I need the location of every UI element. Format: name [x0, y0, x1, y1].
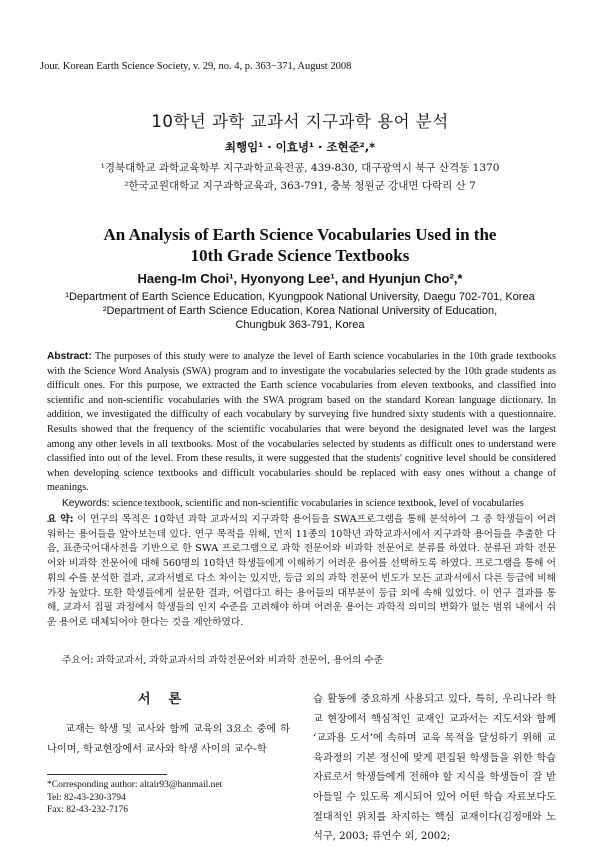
korean-summary-label: 요 약: — [47, 514, 74, 525]
footnote-tel: Tel: 82-43-230-3794 — [47, 792, 126, 803]
korean-summary-text: 이 연구의 목적은 10학년 과학 교과서의 지구과학 용어들을 SWA프로그램을 통해 분석하여 그 중 학생들이 어려워하는 용어들을 알아보는데 있다. 연구 목적을 위해, 먼저 11종의 10학년 과학교과서에서 지구과학 용어들을 추출한 다음, 표준국어대사전을 기반으로 한 SWA 프로그램으로 과학 전문어와 비과학 전문어로 분류를 하였다. 분류된 과학 전문어와 비과학 전문어에 대해 560명의 10학년 학생들에게 이해하기 어려운 용어를 선택하도록 하였다. 프로그램을 통해 어휘의 수를 분석한 결과, 교과서별로 다소 차이는 있지만, 등급 외의 과학 전문어 빈도가 모든 교과서에서 다른 등급에 비해 가장 높았다. 또한 학생들에게 설문한 결과, 어렵다고 하는 용어들의 대부분이 등급 외에 속해 있었다. 이 연구 결과를 통해, 교과서 집필 과정에서 학생들의 인지 수준을 고려해야 하며 어려운 용어는 과학적 의미의 변화가 없는 범위 내에서 쉬운 용어로 대체되어야 한다는 것을 제안하였다. — [47, 514, 556, 628]
footnote-corresponding-author: *Corresponding author: altair93@hanmail.net — [47, 780, 223, 790]
english-authors: Haeng-Im Choi¹, Hyonyong Lee¹, and Hyunjun Cho²,* — [137, 271, 463, 286]
korean-affiliation-1: ¹경북대학교 과학교육학부 지구과학교육전공, 439-830, 대구광역시 북구 산격동 1370 — [100, 162, 500, 174]
english-affiliation-1: ¹Department of Earth Science Education, Kyungpook National University, Daegu 702-701, Korea — [65, 291, 535, 303]
english-affiliation-3: Chungbuk 363-791, Korea — [235, 319, 365, 331]
abstract — [47, 350, 556, 496]
korean-affiliation-2: ²한국교원대학교 지구과학교육과, 363-791, 충북 청원군 강내면 다락리 산 7 — [124, 180, 476, 192]
abstract-text: The purposes of this study were to analyze the level of Earth science vocabularies in the 10th grade textbooks with the Science Word Analysis (SWA) program and to investigate the vocabularies selected by the 10th grade students as difficult ones. For this purpose, we extracted the Earth science vocabularies from eleven textbooks, and classified into scientific and non-scientific vocabularies with the SWA program based on the standard Korean language dictionary. In addition, we investigated the difficulty of each vocabulary by surveying five hundred sixty students with a questionnaire. Results showed that the frequency of the scientific vocabularies that were beyond the designated level was the largest among any other levels in all textbooks. Most of the vocabularies selected by students as difficult ones to understand were classified into out of the level. From these results, it were suggested that the students' cognitive level should be considered when developing science textbooks and difficult vocabularies should be replaced with easy ones without a change of meanings. — [47, 351, 556, 494]
english-title-line-1: An Analysis of Earth Science Vocabularies Used in the — [103, 225, 497, 244]
keywords-label: Keywords: — [62, 498, 110, 509]
korean-keywords-text: 과학교과서, 과학교과서의 과학전문어와 비과학 전문어, 용어의 수준 — [96, 655, 384, 666]
korean-summary — [47, 513, 556, 631]
introduction-right-column: 습 활동에 중요하게 사용되고 있다. 특히, 우리나라 학교 현장에서 핵심적인 교재인 교과서는 지도서와 함께 ‘교과용 도서’에 속하며 교육 목적을 달성하기 위해 교육과정의 기본 정신에 맞게 편집된 학생들을 위한 학습 자료로서 학생들에게 전해야 할 지식을 학생들이 잘 받아들일 수 있도록 제시되어 있어 어떤 학습 자료보다도 절대적인 위치를 차지하는 핵심 교재이다(김정애와 노석구, 2003; 류연수 외, 2002; — [313, 694, 556, 843]
abstract-label: Abstract: — [47, 351, 92, 362]
journal-citation: Jour. Korean Earth Science Society, v. 29, no. 4, p. 363−371, August 2008 — [40, 61, 352, 72]
introduction-heading: 서론 — [137, 692, 200, 707]
english-title — [0, 224, 600, 266]
footnote — [47, 779, 290, 817]
english-title-line-2: 10th Grade Science Textbooks — [190, 246, 410, 265]
korean-keywords-label: 주요어: — [62, 655, 94, 666]
korean-keywords — [62, 652, 556, 666]
footnote-fax: Fax: 82-43-232-7176 — [47, 805, 129, 815]
keywords-text: science textbook, scientific and non-scientific vocabularies in science textbook, level of vocabularies — [112, 498, 524, 509]
keywords — [62, 498, 556, 509]
korean-authors: 최행임¹ · 이효녕¹ · 조현준²,* — [224, 140, 376, 154]
introduction-left-column: 교재는 학생 및 교사와 함께 교육의 3요소 중에 하나이며, 학교현장에서 교사와 학생 사이의 교수-학 — [47, 724, 290, 755]
footnote-divider — [47, 774, 167, 775]
korean-title: 10학년 과학 교과서 지구과학 용어 분석 — [151, 112, 449, 131]
english-affiliation-2: ²Department of Earth Science Education, Korea National University of Education, — [102, 305, 498, 317]
